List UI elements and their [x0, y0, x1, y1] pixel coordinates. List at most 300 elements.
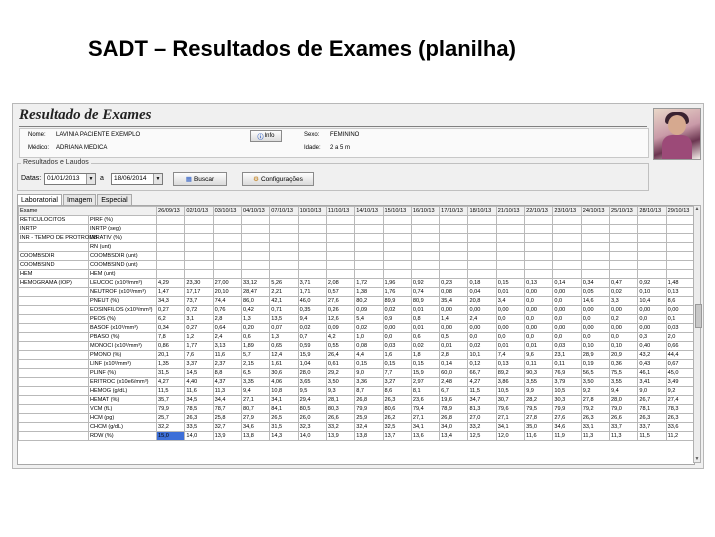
result-cell[interactable]: 3,27	[383, 378, 411, 387]
result-cell[interactable]: 11,6	[213, 351, 241, 360]
result-cell[interactable]	[185, 216, 213, 225]
result-cell[interactable]: 0,07	[270, 324, 298, 333]
result-cell[interactable]: 43,2	[638, 351, 666, 360]
table-row[interactable]	[19, 315, 695, 324]
result-cell[interactable]: 73,7	[185, 297, 213, 306]
result-cell[interactable]: 0,00	[666, 306, 694, 315]
result-cell[interactable]: 9,4	[241, 387, 269, 396]
result-cell[interactable]	[666, 216, 694, 225]
result-cell[interactable]	[355, 252, 383, 261]
result-cell[interactable]: 75,5	[610, 369, 638, 378]
result-cell[interactable]: 1,71	[298, 288, 326, 297]
table-row[interactable]	[19, 387, 695, 396]
result-cell[interactable]: 9,0	[355, 369, 383, 378]
result-cell[interactable]	[525, 234, 553, 243]
result-cell[interactable]: 11,6	[185, 387, 213, 396]
column-header-date[interactable]: 25/10/13	[610, 207, 638, 216]
table-row[interactable]	[19, 279, 695, 288]
result-cell[interactable]: 14,0	[298, 432, 326, 441]
result-cell[interactable]: 13,5	[270, 315, 298, 324]
result-cell[interactable]: 1,76	[383, 288, 411, 297]
result-cell[interactable]: 11,3	[581, 432, 609, 441]
results-grid[interactable]	[17, 205, 695, 465]
result-cell[interactable]	[241, 252, 269, 261]
result-cell[interactable]: 14,5	[185, 369, 213, 378]
tab-especial[interactable]: Especial	[97, 194, 131, 206]
result-cell[interactable]: 3,13	[213, 342, 241, 351]
column-header-date[interactable]: 28/10/13	[638, 207, 666, 216]
table-row[interactable]	[19, 261, 695, 270]
result-cell[interactable]	[157, 234, 185, 243]
result-cell[interactable]	[638, 252, 666, 261]
result-cell[interactable]: 0,7	[298, 333, 326, 342]
result-cell[interactable]: 79,4	[411, 405, 439, 414]
table-row[interactable]	[19, 216, 695, 225]
result-cell[interactable]	[666, 261, 694, 270]
result-cell[interactable]: 11,5	[638, 432, 666, 441]
result-cell[interactable]: 28,2	[525, 396, 553, 405]
result-cell[interactable]: 34,1	[411, 423, 439, 432]
result-cell[interactable]	[355, 225, 383, 234]
result-cell[interactable]	[496, 270, 524, 279]
result-cell[interactable]: 11,6	[525, 432, 553, 441]
result-cell[interactable]	[185, 225, 213, 234]
result-cell[interactable]	[213, 225, 241, 234]
result-cell[interactable]	[298, 252, 326, 261]
result-cell[interactable]: 1,3	[241, 315, 269, 324]
result-cell[interactable]: 0,09	[355, 306, 383, 315]
result-cell[interactable]: 0,64	[213, 324, 241, 333]
result-cell[interactable]	[298, 270, 326, 279]
result-cell[interactable]: 13,9	[213, 432, 241, 441]
result-cell[interactable]	[610, 225, 638, 234]
result-cell[interactable]: 0,42	[241, 306, 269, 315]
result-cell[interactable]	[581, 216, 609, 225]
result-cell[interactable]: 0,00	[525, 306, 553, 315]
result-cell[interactable]: 27,1	[411, 414, 439, 423]
result-cell[interactable]: 3,41	[638, 378, 666, 387]
result-cell[interactable]	[525, 261, 553, 270]
result-cell[interactable]	[525, 252, 553, 261]
result-cell[interactable]: 26,8	[355, 396, 383, 405]
result-cell[interactable]: 8,6	[383, 387, 411, 396]
vertical-scrollbar[interactable]	[693, 205, 701, 463]
result-cell[interactable]	[496, 216, 524, 225]
result-cell[interactable]	[355, 243, 383, 252]
result-cell[interactable]	[468, 243, 496, 252]
result-cell[interactable]	[185, 261, 213, 270]
result-cell[interactable]: 0,10	[581, 342, 609, 351]
result-cell[interactable]	[326, 243, 354, 252]
result-cell[interactable]: 33,2	[326, 423, 354, 432]
table-row[interactable]	[19, 369, 695, 378]
result-cell[interactable]: 1,0	[355, 333, 383, 342]
table-row[interactable]	[19, 270, 695, 279]
result-cell[interactable]: 2,4	[468, 315, 496, 324]
result-cell[interactable]	[213, 216, 241, 225]
result-cell[interactable]: 80,5	[298, 405, 326, 414]
result-cell[interactable]: 0,0	[496, 333, 524, 342]
result-cell[interactable]	[157, 225, 185, 234]
result-cell[interactable]: 0,20	[241, 324, 269, 333]
result-cell[interactable]	[496, 252, 524, 261]
result-cell[interactable]	[610, 216, 638, 225]
result-cell[interactable]: 84,1	[270, 405, 298, 414]
result-cell[interactable]: 78,5	[185, 405, 213, 414]
result-cell[interactable]: 79,0	[610, 405, 638, 414]
result-cell[interactable]: 13,8	[241, 432, 269, 441]
result-cell[interactable]	[157, 216, 185, 225]
result-cell[interactable]	[185, 270, 213, 279]
result-cell[interactable]: 0,34	[157, 324, 185, 333]
result-cell[interactable]: 0,01	[496, 288, 524, 297]
result-cell[interactable]	[581, 261, 609, 270]
result-cell[interactable]: 0,0	[553, 333, 581, 342]
result-cell[interactable]	[610, 270, 638, 279]
result-cell[interactable]: 6,5	[241, 369, 269, 378]
result-cell[interactable]: 0,13	[666, 288, 694, 297]
result-cell[interactable]: 0,43	[638, 360, 666, 369]
result-cell[interactable]: 14,0	[185, 432, 213, 441]
result-cell[interactable]: 0,0	[581, 333, 609, 342]
result-cell[interactable]: 4,4	[355, 351, 383, 360]
table-row[interactable]	[19, 234, 695, 243]
table-row[interactable]	[19, 252, 695, 261]
result-cell[interactable]	[468, 270, 496, 279]
result-cell[interactable]	[638, 243, 666, 252]
result-cell[interactable]	[610, 234, 638, 243]
result-cell[interactable]: 0,13	[496, 360, 524, 369]
result-cell[interactable]: 0,0	[638, 315, 666, 324]
result-cell[interactable]	[553, 216, 581, 225]
column-header-date[interactable]: 22/10/13	[525, 207, 553, 216]
result-cell[interactable]: 12,4	[270, 351, 298, 360]
result-cell[interactable]	[270, 270, 298, 279]
result-cell[interactable]: 0,6	[411, 333, 439, 342]
result-cell[interactable]: 26,3	[581, 414, 609, 423]
result-cell[interactable]: 2,8	[213, 315, 241, 324]
result-cell[interactable]: 0,10	[610, 342, 638, 351]
result-cell[interactable]: 0,72	[185, 306, 213, 315]
result-cell[interactable]: 13,9	[326, 432, 354, 441]
result-cell[interactable]: 0,34	[581, 279, 609, 288]
result-cell[interactable]: 11,3	[610, 432, 638, 441]
result-cell[interactable]: 7,6	[185, 351, 213, 360]
result-cell[interactable]: 1,89	[241, 342, 269, 351]
result-cell[interactable]: 79,9	[553, 405, 581, 414]
result-cell[interactable]	[468, 234, 496, 243]
result-cell[interactable]	[383, 216, 411, 225]
info-button[interactable]	[250, 130, 282, 142]
result-cell[interactable]: 0,13	[525, 279, 553, 288]
result-cell[interactable]	[241, 234, 269, 243]
result-cell[interactable]: 9,5	[298, 387, 326, 396]
result-cell[interactable]: 76,9	[553, 369, 581, 378]
result-cell[interactable]: 13,6	[411, 432, 439, 441]
result-cell[interactable]	[553, 225, 581, 234]
result-cell[interactable]	[638, 270, 666, 279]
result-cell[interactable]: 3,50	[326, 378, 354, 387]
result-cell[interactable]: 45,0	[666, 369, 694, 378]
result-cell[interactable]: 26,6	[610, 414, 638, 423]
result-cell[interactable]	[383, 234, 411, 243]
result-cell[interactable]	[581, 243, 609, 252]
result-cell[interactable]	[553, 243, 581, 252]
result-cell[interactable]	[241, 216, 269, 225]
result-cell[interactable]: 0,0	[581, 315, 609, 324]
result-cell[interactable]: 46,0	[298, 297, 326, 306]
result-cell[interactable]: 5,26	[270, 279, 298, 288]
result-cell[interactable]: 34,4	[213, 396, 241, 405]
result-cell[interactable]: 0,04	[468, 288, 496, 297]
result-cell[interactable]: 1,04	[298, 360, 326, 369]
result-cell[interactable]: 34,5	[185, 396, 213, 405]
result-cell[interactable]: 26,8	[440, 414, 468, 423]
result-cell[interactable]: 10,5	[496, 387, 524, 396]
result-cell[interactable]	[241, 225, 269, 234]
result-cell[interactable]: 0,08	[355, 342, 383, 351]
result-cell[interactable]	[610, 261, 638, 270]
result-cell[interactable]: 0,00	[553, 306, 581, 315]
result-cell[interactable]: 26,3	[383, 396, 411, 405]
result-cell[interactable]: 80,3	[326, 405, 354, 414]
result-cell[interactable]: 0,2	[610, 315, 638, 324]
result-cell[interactable]: 15,9	[411, 369, 439, 378]
result-cell[interactable]	[666, 252, 694, 261]
result-cell[interactable]	[666, 243, 694, 252]
result-cell[interactable]: 0,55	[326, 342, 354, 351]
result-cell[interactable]: 33,7	[610, 423, 638, 432]
result-cell[interactable]	[355, 261, 383, 270]
result-cell[interactable]: 0,1	[666, 315, 694, 324]
result-cell[interactable]	[525, 216, 553, 225]
result-cell[interactable]: 0,66	[666, 342, 694, 351]
result-cell[interactable]: 0,02	[411, 342, 439, 351]
result-cell[interactable]: 34,6	[553, 423, 581, 432]
result-cell[interactable]: 0,00	[496, 306, 524, 315]
result-cell[interactable]: 12,6	[326, 315, 354, 324]
result-cell[interactable]: 0,35	[298, 306, 326, 315]
result-cell[interactable]: 2,8	[440, 351, 468, 360]
result-cell[interactable]: 11,9	[553, 432, 581, 441]
result-cell[interactable]: 8,7	[355, 387, 383, 396]
column-header-date[interactable]: 15/10/13	[383, 207, 411, 216]
result-cell[interactable]	[468, 225, 496, 234]
result-cell[interactable]: 2,97	[411, 378, 439, 387]
result-cell[interactable]: 14,3	[270, 432, 298, 441]
result-cell[interactable]: 27,1	[496, 414, 524, 423]
result-cell[interactable]: 4,40	[185, 378, 213, 387]
result-cell[interactable]: 5,7	[241, 351, 269, 360]
result-cell[interactable]	[581, 225, 609, 234]
result-cell[interactable]: 26,2	[383, 414, 411, 423]
result-cell[interactable]	[185, 252, 213, 261]
result-cell[interactable]: 0,00	[525, 288, 553, 297]
result-cell[interactable]: 9,0	[638, 387, 666, 396]
result-cell[interactable]: 80,7	[241, 405, 269, 414]
result-cell[interactable]	[666, 270, 694, 279]
result-cell[interactable]: 0,15	[496, 279, 524, 288]
result-cell[interactable]: 13,7	[383, 432, 411, 441]
column-header-date[interactable]: 16/10/13	[411, 207, 439, 216]
result-cell[interactable]	[638, 225, 666, 234]
result-cell[interactable]: 34,7	[468, 396, 496, 405]
result-cell[interactable]	[553, 252, 581, 261]
result-cell[interactable]: 9,4	[298, 315, 326, 324]
result-cell[interactable]	[298, 225, 326, 234]
result-cell[interactable]: 1,96	[383, 279, 411, 288]
result-cell[interactable]: 2,15	[241, 360, 269, 369]
result-cell[interactable]: 78,7	[213, 405, 241, 414]
result-cell[interactable]	[157, 252, 185, 261]
chevron-down-icon[interactable]: ▼	[153, 174, 162, 184]
result-cell[interactable]: 78,1	[638, 405, 666, 414]
result-cell[interactable]: 2,08	[326, 279, 354, 288]
result-cell[interactable]: 0,0	[525, 333, 553, 342]
result-cell[interactable]: 8,1	[411, 387, 439, 396]
result-cell[interactable]: 1,6	[383, 351, 411, 360]
result-cell[interactable]: 0,00	[610, 324, 638, 333]
result-cell[interactable]: 3,1	[185, 315, 213, 324]
result-cell[interactable]: 32,2	[157, 423, 185, 432]
result-cell[interactable]	[298, 234, 326, 243]
result-cell[interactable]: 4,27	[157, 378, 185, 387]
result-cell[interactable]: 1,8	[411, 351, 439, 360]
result-cell[interactable]	[440, 261, 468, 270]
column-header-date[interactable]: 03/10/13	[213, 207, 241, 216]
result-cell[interactable]: 17,17	[185, 288, 213, 297]
result-cell[interactable]	[213, 252, 241, 261]
result-cell[interactable]: 9,4	[610, 387, 638, 396]
result-cell[interactable]: 27,0	[468, 414, 496, 423]
result-cell[interactable]: 2,37	[213, 360, 241, 369]
result-cell[interactable]	[241, 270, 269, 279]
result-cell[interactable]: 0,92	[638, 279, 666, 288]
result-cell[interactable]: 23,6	[411, 396, 439, 405]
result-cell[interactable]: 81,3	[468, 405, 496, 414]
result-cell[interactable]: 0,5	[440, 333, 468, 342]
result-cell[interactable]: 3,55	[610, 378, 638, 387]
result-cell[interactable]: 0,0	[610, 333, 638, 342]
table-row[interactable]	[19, 432, 695, 441]
result-cell[interactable]: 33,1	[581, 423, 609, 432]
table-row[interactable]	[19, 306, 695, 315]
result-cell[interactable]: 26,3	[638, 414, 666, 423]
result-cell[interactable]: 3,79	[553, 378, 581, 387]
result-cell[interactable]	[270, 252, 298, 261]
result-cell[interactable]: 6,7	[440, 387, 468, 396]
result-cell[interactable]	[241, 243, 269, 252]
result-cell[interactable]	[326, 234, 354, 243]
result-cell[interactable]	[298, 216, 326, 225]
result-cell[interactable]: 0,3	[638, 333, 666, 342]
result-cell[interactable]: 34,6	[241, 423, 269, 432]
column-header-date[interactable]: 26/09/13	[157, 207, 185, 216]
result-cell[interactable]	[157, 261, 185, 270]
result-cell[interactable]: 78,3	[666, 405, 694, 414]
result-cell[interactable]: 27,8	[525, 414, 553, 423]
result-cell[interactable]: 3,4	[496, 297, 524, 306]
column-header-date[interactable]: 11/10/13	[326, 207, 354, 216]
result-cell[interactable]: 0,14	[440, 360, 468, 369]
result-cell[interactable]: 26,5	[270, 414, 298, 423]
column-header-date[interactable]: 21/10/13	[496, 207, 524, 216]
result-cell[interactable]: 0,00	[553, 324, 581, 333]
result-cell[interactable]: 80,6	[383, 405, 411, 414]
result-cell[interactable]: 86,0	[241, 297, 269, 306]
result-cell[interactable]	[553, 234, 581, 243]
result-cell[interactable]: 31,5	[157, 369, 185, 378]
result-cell[interactable]: 0,76	[213, 306, 241, 315]
result-cell[interactable]	[270, 243, 298, 252]
result-cell[interactable]: 74,4	[213, 297, 241, 306]
table-row[interactable]	[19, 396, 695, 405]
result-cell[interactable]: 35,0	[525, 423, 553, 432]
result-cell[interactable]: 80,2	[355, 297, 383, 306]
result-cell[interactable]: 0,15	[355, 360, 383, 369]
result-cell[interactable]: 27,1	[241, 396, 269, 405]
result-cell[interactable]: 0,02	[355, 324, 383, 333]
result-cell[interactable]	[270, 225, 298, 234]
result-cell[interactable]	[185, 234, 213, 243]
result-cell[interactable]	[411, 270, 439, 279]
result-cell[interactable]: 27,4	[666, 396, 694, 405]
result-cell[interactable]: 11,2	[666, 432, 694, 441]
result-cell[interactable]	[213, 243, 241, 252]
result-cell[interactable]: 79,5	[525, 405, 553, 414]
result-cell[interactable]: 0,19	[581, 360, 609, 369]
result-cell[interactable]: 26,3	[666, 414, 694, 423]
result-cell[interactable]: 0,00	[638, 306, 666, 315]
result-cell[interactable]	[411, 243, 439, 252]
result-cell[interactable]	[411, 261, 439, 270]
result-cell[interactable]: 28,0	[298, 369, 326, 378]
result-cell[interactable]: 0,0	[553, 315, 581, 324]
result-cell[interactable]: 9,6	[525, 351, 553, 360]
scroll-down-icon[interactable]: ▼	[694, 456, 700, 462]
result-cell[interactable]: 32,7	[213, 423, 241, 432]
result-cell[interactable]: 1,2	[185, 333, 213, 342]
date-to-input[interactable]	[111, 173, 163, 185]
result-cell[interactable]: 0,65	[270, 342, 298, 351]
result-cell[interactable]: 20,10	[213, 288, 241, 297]
result-cell[interactable]: 0,40	[638, 342, 666, 351]
column-header-date[interactable]: 07/10/13	[270, 207, 298, 216]
result-cell[interactable]: 2,0	[666, 333, 694, 342]
result-cell[interactable]: 1,48	[666, 279, 694, 288]
result-cell[interactable]: 9,2	[666, 387, 694, 396]
result-cell[interactable]	[326, 225, 354, 234]
result-cell[interactable]: 60,0	[440, 369, 468, 378]
result-cell[interactable]	[440, 243, 468, 252]
result-cell[interactable]: 0,0	[525, 297, 553, 306]
result-cell[interactable]: 89,2	[496, 369, 524, 378]
result-cell[interactable]	[496, 225, 524, 234]
result-cell[interactable]: 0,03	[666, 324, 694, 333]
result-cell[interactable]: 26,7	[638, 396, 666, 405]
result-cell[interactable]	[270, 216, 298, 225]
result-cell[interactable]: 79,9	[157, 405, 185, 414]
result-cell[interactable]: 0,0	[553, 297, 581, 306]
table-row[interactable]	[19, 225, 695, 234]
result-cell[interactable]: 2,4	[213, 333, 241, 342]
result-cell[interactable]: 20,9	[610, 351, 638, 360]
result-cell[interactable]	[185, 243, 213, 252]
result-cell[interactable]	[440, 225, 468, 234]
result-cell[interactable]: 44,4	[666, 351, 694, 360]
result-cell[interactable]: 8,6	[666, 297, 694, 306]
column-header-date[interactable]: 14/10/13	[355, 207, 383, 216]
